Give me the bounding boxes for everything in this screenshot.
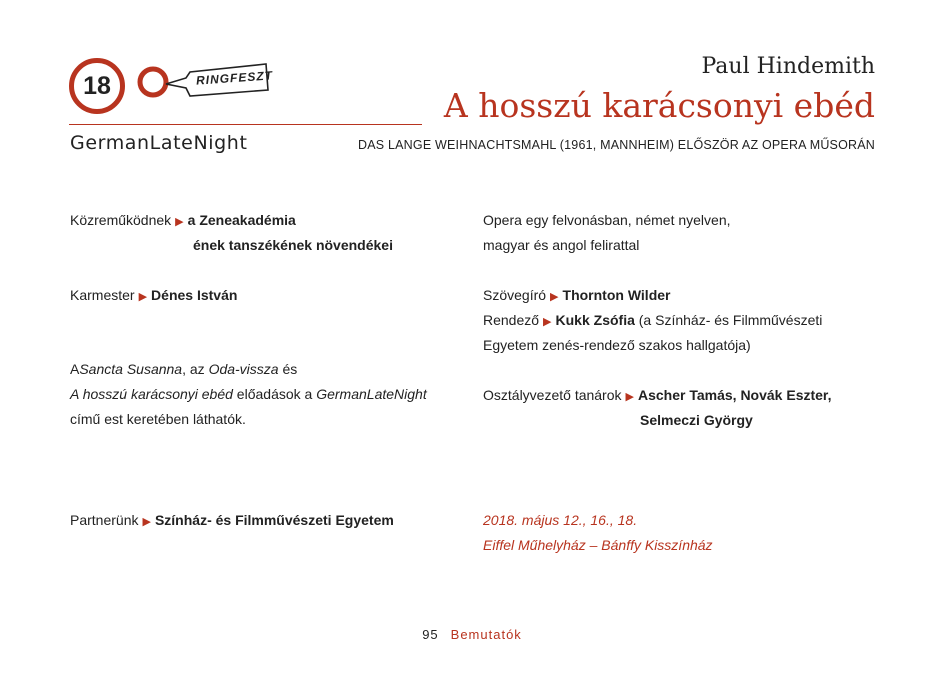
- ringfeszt-logo-text: RINGFESZT: [195, 68, 274, 88]
- note-line-2: A hosszú karácsonyi ebéd előadások a GermanLateNight: [70, 386, 427, 402]
- credit-partner: Partnerünk ▶ Színház- és Filmművészeti Egyetem: [70, 512, 394, 528]
- credit-teachers: Osztályvezető tanárok ▶ Ascher Tamás, Novák Eszter,: [483, 387, 832, 403]
- page-number: 95: [422, 627, 439, 642]
- header-rule: [69, 124, 422, 125]
- page-title: A hosszú karácsonyi ebéd: [443, 86, 875, 125]
- credit-conductor: Karmester ▶ Dénes István: [70, 287, 238, 303]
- note-line-3: című est keretében láthatók.: [70, 411, 246, 427]
- composer: Paul Hindemith: [701, 54, 875, 79]
- event-name: GermanLateNight: [70, 132, 248, 154]
- credit-librettist: Szövegíró ▶ Thornton Wilder: [483, 287, 671, 303]
- performance-dates: 2018. május 12., 16., 18.: [483, 512, 638, 528]
- note-line-1: ASancta Susanna, az Oda-vissza és: [70, 361, 298, 377]
- section-name: Bemutatók: [450, 627, 522, 642]
- age-rating-badge: 18: [69, 58, 125, 114]
- credit-performers: Közreműködnek ▶ a Zeneakadémia: [70, 212, 296, 228]
- arrow-icon: ▶: [625, 391, 634, 403]
- arrow-icon: ▶: [142, 516, 151, 528]
- credit-director: Rendező ▶ Kukk Zsófia (a Színház- és Filmművészeti: [483, 312, 823, 328]
- credit-teachers-cont: Selmeczi György: [640, 412, 753, 428]
- credit-performers-cont: ének tanszékének növendékei: [193, 237, 393, 253]
- credit-director-cont: Egyetem zenés-rendező szakos hallgatója): [483, 337, 751, 353]
- arrow-icon: ▶: [543, 316, 552, 328]
- opera-desc-2: magyar és angol felirattal: [483, 237, 640, 253]
- page-footer: [0, 627, 944, 642]
- arrow-icon: ▶: [550, 291, 559, 303]
- arrow-icon: ▶: [138, 291, 148, 303]
- opera-desc-1: Opera egy felvonásban, német nyelven,: [483, 212, 731, 228]
- subtitle: DAS LANGE WEIHNACHTSMAHL (1961, MANNHEIM) ELŐSZÖR AZ OPERA MŰSORÁN: [358, 138, 875, 152]
- arrow-icon: ▶: [175, 216, 184, 228]
- venue: Eiffel Műhelyház – Bánffy Kisszínház: [483, 537, 713, 553]
